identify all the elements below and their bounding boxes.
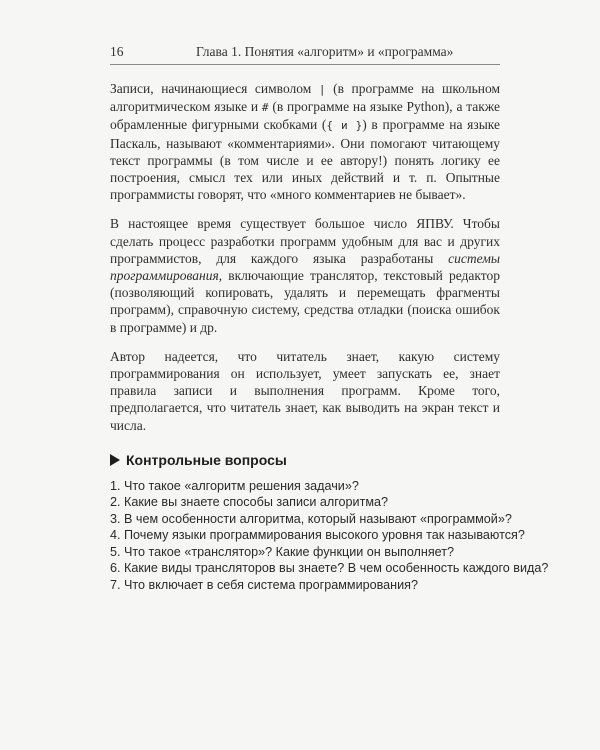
paragraph-author: Автор надеется, что читатель знает, какую систему программирования он использует, умеет запускать ее, знает правила записи и выполнения программ. Кроме того, предполагается, что читатель знает, как выводить на экран текст и числа. — [110, 348, 500, 433]
chapter-title: Глава 1. Понятия «алгоритм» и «программа» — [196, 44, 454, 59]
review-questions-section — [110, 451, 549, 594]
text-run: ) в программе на языке Паскаль, называют «комментариями». Они помогают читающему текст программы (в том числе и ее автору!) понять логику ее построения, смысл тех или иных действий и т. п. Опытные программисты говорят, что «много комментариев не бывает». — [110, 117, 500, 203]
question-item: 3. В чем особенности алгоритма, который называют «программой»? — [110, 511, 512, 526]
question-item: 1. Что такое «алгоритм решения задачи»? — [110, 478, 359, 493]
question-item: 6. Какие виды трансляторов вы знаете? В чем особенность каждого вида? — [110, 561, 549, 576]
question-item: 2. Какие вы знаете способы записи алгоритма? — [110, 495, 389, 510]
paragraph-comments — [110, 80, 500, 203]
page-number: 16 — [110, 44, 124, 59]
question-item: 5. Что такое «транслятор»? Какие функции он выполняет? — [110, 544, 455, 559]
text-run: Записи, начинающиеся символом — [110, 81, 319, 96]
emphasis-term: системы программирования — [110, 250, 500, 284]
paragraph-systems — [110, 215, 500, 335]
question-item: 7. Что включает в себя система программирования? — [110, 577, 418, 592]
page-body — [110, 80, 549, 593]
text-run: , включающие транслятор, текстовый редактор (позволяющий копировать, удалять и перемещать фрагменты программ), справочную систему, средства отладки (поиска ошибок в программе) и др. — [110, 268, 500, 335]
section-title: Контрольные вопросы — [126, 451, 287, 468]
comment-symbol-alg: | — [318, 83, 326, 96]
text-run: (в программе на языке Python), а также обрамленные фигурными скобками ( — [110, 99, 500, 133]
section-heading — [110, 452, 500, 468]
comment-symbol-python: # — [261, 101, 269, 115]
triangle-bullet-icon — [110, 454, 120, 466]
comment-symbol-pascal: { и } — [326, 119, 363, 133]
header-rule — [110, 64, 500, 65]
text-run: (в программе на школьном алгоритмическом языке и — [110, 81, 500, 115]
question-item: 4. Почему языки программирования высокого уровня так называются? — [110, 528, 525, 543]
text-run: В настоящее время существует большое число ЯПВУ. Чтобы сделать процесс разработки программ удобным для вас и других программистов, для каждого языка разработаны — [110, 216, 500, 266]
